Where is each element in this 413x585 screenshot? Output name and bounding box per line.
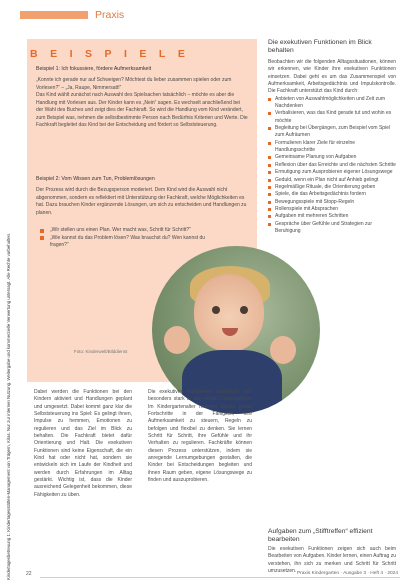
sidebar-intro: Beobachten wir die folgenden Alltagssituationen, können wir erkennen, wie Kinder ihre exekutiven Funktionen einsetzen. Dabei geht es um das Zusammenspiel von Aufmerksamkeit, Arbeitsgedächtnis und Impulskontrolle. Die Fachkraft unterstützt das Kind durch: (268, 59, 396, 95)
example1-paragraph: „Konnte ich gerade nur auf Schweigen? Möchtest du lieber zusammen spielen oder zum Vorlesen?“ – „Ja, Raupe, Nimmersatt!“ (36, 77, 232, 91)
page-number: 22 (26, 571, 32, 577)
list-item: Formulieren klarer Ziele für einzelne Handlungsschritte (268, 140, 396, 155)
example2-paragraph: Der Prozess wird durch die Bezugsperson moderiert. Dem Kind wird die Auswahl nicht abgenommen, sondern es reflektiert mit Unterstützung der Fachkraft, welche Möglichkeiten es hat. Dazu brauchen Kinder ergänzende Lösungen, um sich zu entscheiden und Handlungen zu planen. (36, 187, 247, 216)
section-label: Praxis (95, 9, 125, 21)
photo-detail (164, 326, 190, 354)
example1-paragraph: Das Kind wählt zunächst nach Auswahl des Spielsachen tatsächlich – möchte es aber die Handlung mit Vorlesen aus. Der Kinder kann es „Nein“ sagen. Es wechselt anschließend bei der Wahl des Buches und zeigt dies der Fachkraft. So wird die Handlung vom Kind verändert, zum Beispiel was, nehmen die selbstbestimmte Person nach Bedürfnis Kriterien und Werte. Die Fachkraft begleitet das Kind bei der Entscheidung und fördert so Selbststeuerung. (36, 92, 248, 128)
sidebar-title: Die exekutiven Funktionen im Blick behalten (268, 39, 372, 54)
list-item: Aufgaben mit mehreren Schritten (268, 213, 396, 220)
list-item: Reflexion über das Erreichte und die nächsten Schritte (268, 162, 396, 169)
body-paragraph: Dabei werden die Funktionen bei den Kindern aktiviert und Handlungen geplant und umgesetzt. Dabei kommt ganz klar die Selbststeuerung ins Spiel: Es gelingt ihnen, Impulse zu hemmen, Emotionen zu regulieren und das Ziel im Blick zu behalten. Die Fachkraft bietet dafür Orientierung und Halt. Die exekutiven Funktionen sind keine Eigenschaft, die ein Kind hat oder nicht hat, sondern sie entwickeln sich im Laufe der Kindheit und werden durch Erfahrungen im Alltag gestärkt. Wichtig ist, dass die Kinder ausreichend Gelegenheit bekommen, diese Fähigkeiten zu üben. (34, 389, 132, 498)
list-item: Gemeinsame Planung von Aufgaben (268, 154, 396, 161)
sidebar-subheading: Aufgaben zum „Stifftreffen“ effizient bearbeiten (268, 528, 373, 543)
list-item: Geduld, wenn ein Plan nicht auf Anhieb gelingt (268, 177, 396, 184)
list-item: Spiele, die das Arbeitsgedächtnis fordern (268, 191, 396, 198)
body-column-left (34, 389, 132, 499)
list-item: Gespräche über Gefühle und Strategien zur Beruhigung (268, 221, 396, 236)
footer-divider (40, 577, 400, 578)
sidebar-body: Die exekutiven Funktionen zeigen sich auch beim Bearbeiten von Aufgaben. Kinder lernen, einen Auftrag zu verstehen, ihn sich zu merken und Schritt für Schritt umzusetzen. (268, 546, 396, 575)
example1-title: Beispiel 1: Ich fokussiere, fördere Aufmerksamkeit (36, 66, 152, 72)
list-item: Anbieten von Auswahlmöglichkeiten und Zeit zum Nachdenken (268, 96, 396, 111)
list-item: „Wie kannst du das Problem lösen? Was brauchst du? Wen kannst du fragen?“ (40, 235, 210, 250)
example-box-heading: BEISPIELE (30, 48, 198, 60)
photo-credit: Foto: Kinderwelt/Bilddienst (74, 349, 128, 354)
side-copyright-text: Kindertagesbetreuung 1: Kindertagesstätten-Management von Trägern, Kitas. Nur zur internen Nutzung. Weitergabe und kommerzielle Verwertung untersagt. Alle Rechte vorbehalten. (6, 232, 11, 580)
example2-body (36, 187, 248, 217)
example2-title: Beispiel 2: Vom Wissen zum Tun, Problemlösungen (36, 176, 155, 182)
photo-detail (240, 306, 248, 314)
photo-detail (270, 336, 296, 364)
list-item: Bewegungsspiele mit Stopp-Regeln (268, 199, 396, 206)
body-paragraph: Die exekutiven Funktionen entwickeln sich besonders stark in den ersten Lebensjahren. Im Kindergartenalter machen Kinder große Fortschritte in der Fähigkeit, ihre Aufmerksamkeit zu steuern, Regeln zu befolgen und flexibel zu denken. Sie lernen Schritt für Schritt, ihre Gefühle und ihr Verhalten zu regulieren. Fachkräfte können diesen Prozess unterstützen, indem sie anregende Lernumgebungen gestalten, die Kinder bei Entscheidungen begleiten und ihnen Raum geben, eigene Lösungswege zu finden und auszuprobieren. (148, 389, 252, 484)
example1-body (36, 77, 248, 130)
footer-citation: Praxis Kindergarten · Ausgabe 3 · Heft 4 · 2024 (296, 571, 398, 576)
list-item: Verbalisieren, was das Kind gerade tut und wohin es möchte (268, 110, 396, 125)
photo-detail (212, 306, 220, 314)
list-item: „Wir stellen uns einen Plan. Wer macht was, Schritt für Schritt?“ (40, 227, 210, 235)
sidebar-column (268, 39, 396, 235)
header-rule (20, 11, 88, 19)
list-item: Begleitung bei Übergängen, zum Beispiel vom Spiel zum Aufräumen (268, 125, 396, 140)
list-item: Rollenspiele mit Absprachen (268, 206, 396, 213)
list-item: Regelmäßige Rituale, die Orientierung geben (268, 184, 396, 191)
sidebar-list (268, 96, 396, 236)
list-item: Ermutigung zum Ausprobieren eigener Lösungswege (268, 169, 396, 176)
photo-detail (194, 274, 264, 352)
body-column-middle (148, 389, 252, 484)
example2-list (40, 227, 210, 250)
